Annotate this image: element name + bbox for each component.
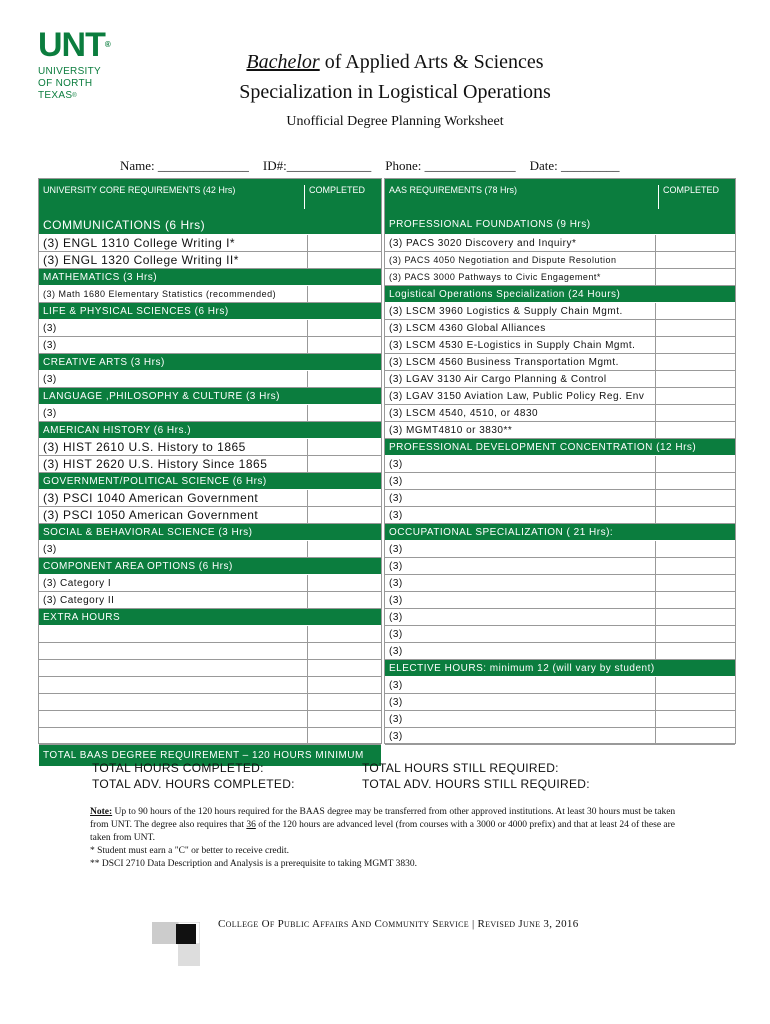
course-row[interactable] — [385, 643, 735, 660]
course-row[interactable] — [385, 728, 735, 745]
course-row[interactable] — [385, 303, 735, 320]
row-label: (3) — [389, 696, 403, 708]
course-row[interactable] — [385, 473, 735, 490]
course-row[interactable] — [39, 728, 381, 745]
section-heading — [39, 422, 381, 439]
course-row[interactable] — [385, 422, 735, 439]
section-heading — [385, 439, 735, 456]
row-label: (3) — [389, 458, 403, 470]
section-heading — [39, 524, 381, 541]
row-label: SOCIAL & BEHAVIORAL SCIENCE (3 Hrs) — [43, 526, 253, 538]
course-row[interactable] — [39, 660, 381, 677]
course-row[interactable] — [39, 252, 381, 269]
core-header: UNIVERSITY CORE REQUIREMENTS (42 Hrs) COMPLETED — [39, 179, 381, 215]
row-label: (3) ENGL 1320 College Writing II* — [43, 253, 239, 267]
course-row[interactable] — [39, 439, 381, 456]
course-row[interactable] — [39, 320, 381, 337]
course-row[interactable] — [385, 456, 735, 473]
row-label: COMMUNICATIONS (6 Hrs) — [43, 217, 206, 232]
row-label: (3) LSCM 4530 E-Logistics in Supply Chain Mgmt. — [389, 339, 636, 351]
section-heading — [39, 558, 381, 575]
course-row[interactable] — [385, 711, 735, 728]
row-label: MATHEMATICS (3 Hrs) — [43, 271, 158, 283]
title-line3: Unofficial Degree Planning Worksheet — [286, 114, 504, 129]
row-label: ELECTIVE HOURS: minimum 12 (will vary by student) — [389, 662, 655, 674]
row-label: (3) Category I — [43, 577, 112, 589]
row-label: (3) — [389, 543, 403, 555]
core-requirements-table — [38, 178, 382, 761]
row-label: AMERICAN HISTORY (6 Hrs.) — [43, 424, 192, 436]
date-field[interactable]: Date: _________ — [529, 158, 620, 173]
row-label: (3) HIST 2610 U.S. History to 1865 — [43, 440, 246, 454]
row-label: (3) MGMT4810 or 3830** — [389, 424, 513, 436]
course-row[interactable] — [39, 711, 381, 728]
row-label: (3) — [43, 339, 57, 351]
course-row[interactable] — [39, 405, 381, 422]
row-label: (3) ENGL 1310 College Writing I* — [43, 236, 236, 250]
aas-header: AAS REQUIREMENTS (78 Hrs) COMPLETED — [385, 179, 735, 215]
row-label: (3) — [43, 407, 57, 419]
row-label: (3) PSCI 1050 American Government — [43, 508, 259, 522]
row-label: (3) LGAV 3150 Aviation Law, Public Policy Reg. Env — [389, 390, 645, 402]
total-adv-hours-required: TOTAL ADV. HOURS STILL REQUIRED: — [362, 777, 590, 791]
row-label: (3) Category II — [43, 594, 115, 606]
total-hours-completed: TOTAL HOURS COMPLETED: — [92, 761, 264, 775]
course-row[interactable] — [385, 507, 735, 524]
course-row[interactable] — [39, 286, 381, 303]
total-hours-required: TOTAL HOURS STILL REQUIRED: — [362, 761, 559, 775]
row-label: (3) — [389, 645, 403, 657]
row-label: (3) — [389, 679, 403, 691]
row-label: CREATIVE ARTS (3 Hrs) — [43, 356, 165, 368]
course-row[interactable] — [39, 575, 381, 592]
row-label: (3) LGAV 3130 Air Cargo Planning & Control — [389, 373, 607, 385]
course-row[interactable] — [385, 694, 735, 711]
row-label: (3) LSCM 4560 Business Transportation Mgmt. — [389, 356, 619, 368]
row-label: (3) PACS 3000 Pathways to Civic Engagement* — [389, 272, 601, 282]
row-label: (3) HIST 2620 U.S. History Since 1865 — [43, 457, 268, 471]
section-heading — [385, 660, 735, 677]
course-row[interactable] — [39, 337, 381, 354]
course-row[interactable] — [39, 235, 381, 252]
row-label: OCCUPATIONAL SPECIALIZATION ( 21 Hrs): — [389, 526, 614, 538]
course-row[interactable] — [385, 575, 735, 592]
section-heading — [39, 303, 381, 320]
section-heading — [385, 286, 735, 303]
row-label: (3) PACS 3020 Discovery and Inquiry* — [389, 237, 577, 249]
course-row[interactable] — [385, 371, 735, 388]
row-label: PROFESSIONAL FOUNDATIONS (9 Hrs) — [389, 219, 591, 230]
section-heading — [39, 609, 381, 626]
row-label: (3) — [389, 628, 403, 640]
name-field[interactable]: Name: ______________ — [120, 158, 249, 173]
row-label: (3) — [389, 730, 403, 742]
section-heading — [39, 215, 381, 235]
row-label: (3) — [389, 713, 403, 725]
course-row[interactable] — [39, 677, 381, 694]
course-row[interactable] — [39, 456, 381, 473]
course-row[interactable] — [39, 507, 381, 524]
row-label: (3) PSCI 1040 American Government — [43, 491, 259, 505]
row-label: (3) LSCM 4360 Global Alliances — [389, 322, 546, 334]
square-dark — [176, 924, 196, 944]
row-label: (3) — [389, 594, 403, 606]
course-row[interactable] — [385, 405, 735, 422]
row-label: LANGUAGE ,PHILOSOPHY & CULTURE (3 Hrs) — [43, 390, 281, 402]
course-row[interactable] — [385, 320, 735, 337]
course-row[interactable] — [39, 626, 381, 643]
course-row[interactable] — [39, 694, 381, 711]
phone-field[interactable]: Phone: ______________ — [385, 158, 516, 173]
row-label: (3) — [43, 373, 57, 385]
course-row[interactable] — [39, 592, 381, 609]
row-label: EXTRA HOURS — [43, 611, 121, 623]
row-label: (3) LSCM 4540, 4510, or 4830 — [389, 407, 539, 419]
section-heading — [385, 215, 735, 235]
course-row[interactable] — [385, 337, 735, 354]
unt-logo — [38, 28, 134, 102]
title-line1: Bachelor of Applied Arts & Sciences — [246, 51, 544, 73]
row-label: COMPONENT AREA OPTIONS (6 Hrs) — [43, 560, 233, 572]
row-label: (3) PACS 4050 Negotiation and Dispute Resolution — [389, 255, 617, 265]
row-label: (3) — [43, 543, 57, 555]
aas-requirements-table — [384, 178, 736, 744]
row-label: (3) — [389, 611, 403, 623]
course-row[interactable] — [385, 677, 735, 694]
course-row[interactable] — [39, 371, 381, 388]
info-line — [120, 158, 680, 174]
row-label: TOTAL BAAS DEGREE REQUIREMENT – 120 HOURS MINIMUM — [43, 750, 364, 761]
row-label: (3) LSCM 3960 Logistics & Supply Chain Mgmt. — [389, 305, 623, 317]
course-row[interactable] — [385, 235, 735, 252]
course-row[interactable] — [385, 541, 735, 558]
title-line2: Specialization in Logistical Operations — [239, 81, 551, 103]
course-row[interactable] — [385, 626, 735, 643]
course-row[interactable] — [385, 490, 735, 507]
course-row[interactable] — [385, 592, 735, 609]
section-heading — [385, 524, 735, 541]
logo-line2: OF NORTH TEXAS® — [38, 78, 93, 101]
totals-right — [362, 760, 590, 792]
row-label: (3) — [389, 475, 403, 487]
id-field[interactable]: ID#:_____________ — [262, 158, 372, 173]
row-label: (3) — [389, 492, 403, 504]
square-light — [152, 922, 178, 944]
course-row[interactable] — [385, 269, 735, 286]
square-grey — [178, 944, 200, 966]
row-label: LIFE & PHYSICAL SCIENCES (6 Hrs) — [43, 305, 229, 317]
totals-left — [92, 760, 295, 792]
row-label: PROFESSIONAL DEVELOPMENT CONCENTRATION (12 Hrs) — [389, 441, 697, 453]
notes: Note: Up to 90 hours of the 120 hours required for the BAAS degree may be transferred from other approved institutions. At least 30 hours must be taken from UNT. The degree also requires that 36 of the 120 hours are advanced level (from courses with a 3000 or 4000 prefix) and that at least 24 of these are taken from UNT. * Student must earn a "C" or better to receive credit. ** DSCI 2710 Data Description and Analysis is a prerequisite to taking MGMT 3830. — [90, 807, 676, 869]
row-label: (3) — [389, 577, 403, 589]
row-label: (3) — [43, 322, 57, 334]
row-label: (3) — [389, 560, 403, 572]
course-row[interactable] — [385, 609, 735, 626]
footer: College Of Public Affairs And Community Service | Revised June 3, 2016 — [218, 918, 579, 930]
course-row[interactable] — [39, 490, 381, 507]
section-heading — [39, 354, 381, 371]
course-row[interactable] — [385, 388, 735, 405]
decorative-squares — [152, 922, 200, 966]
section-heading — [39, 269, 381, 286]
row-label: GOVERNMENT/POLITICAL SCIENCE (6 Hrs) — [43, 475, 267, 487]
section-heading — [39, 473, 381, 490]
row-label: (3) — [389, 509, 403, 521]
total-adv-hours-completed: TOTAL ADV. HOURS COMPLETED: — [92, 777, 295, 791]
section-heading — [39, 388, 381, 405]
row-label: (3) Math 1680 Elementary Statistics (recommended) — [43, 289, 277, 299]
logo-mark: UNT® — [38, 26, 110, 64]
course-row[interactable] — [39, 541, 381, 558]
row-label: Logistical Operations Specialization (24 Hours) — [389, 288, 621, 300]
course-row[interactable] — [385, 252, 735, 269]
course-row[interactable] — [385, 558, 735, 575]
course-row[interactable] — [39, 643, 381, 660]
course-row[interactable] — [385, 354, 735, 371]
logo-line1: UNIVERSITY — [38, 66, 102, 77]
